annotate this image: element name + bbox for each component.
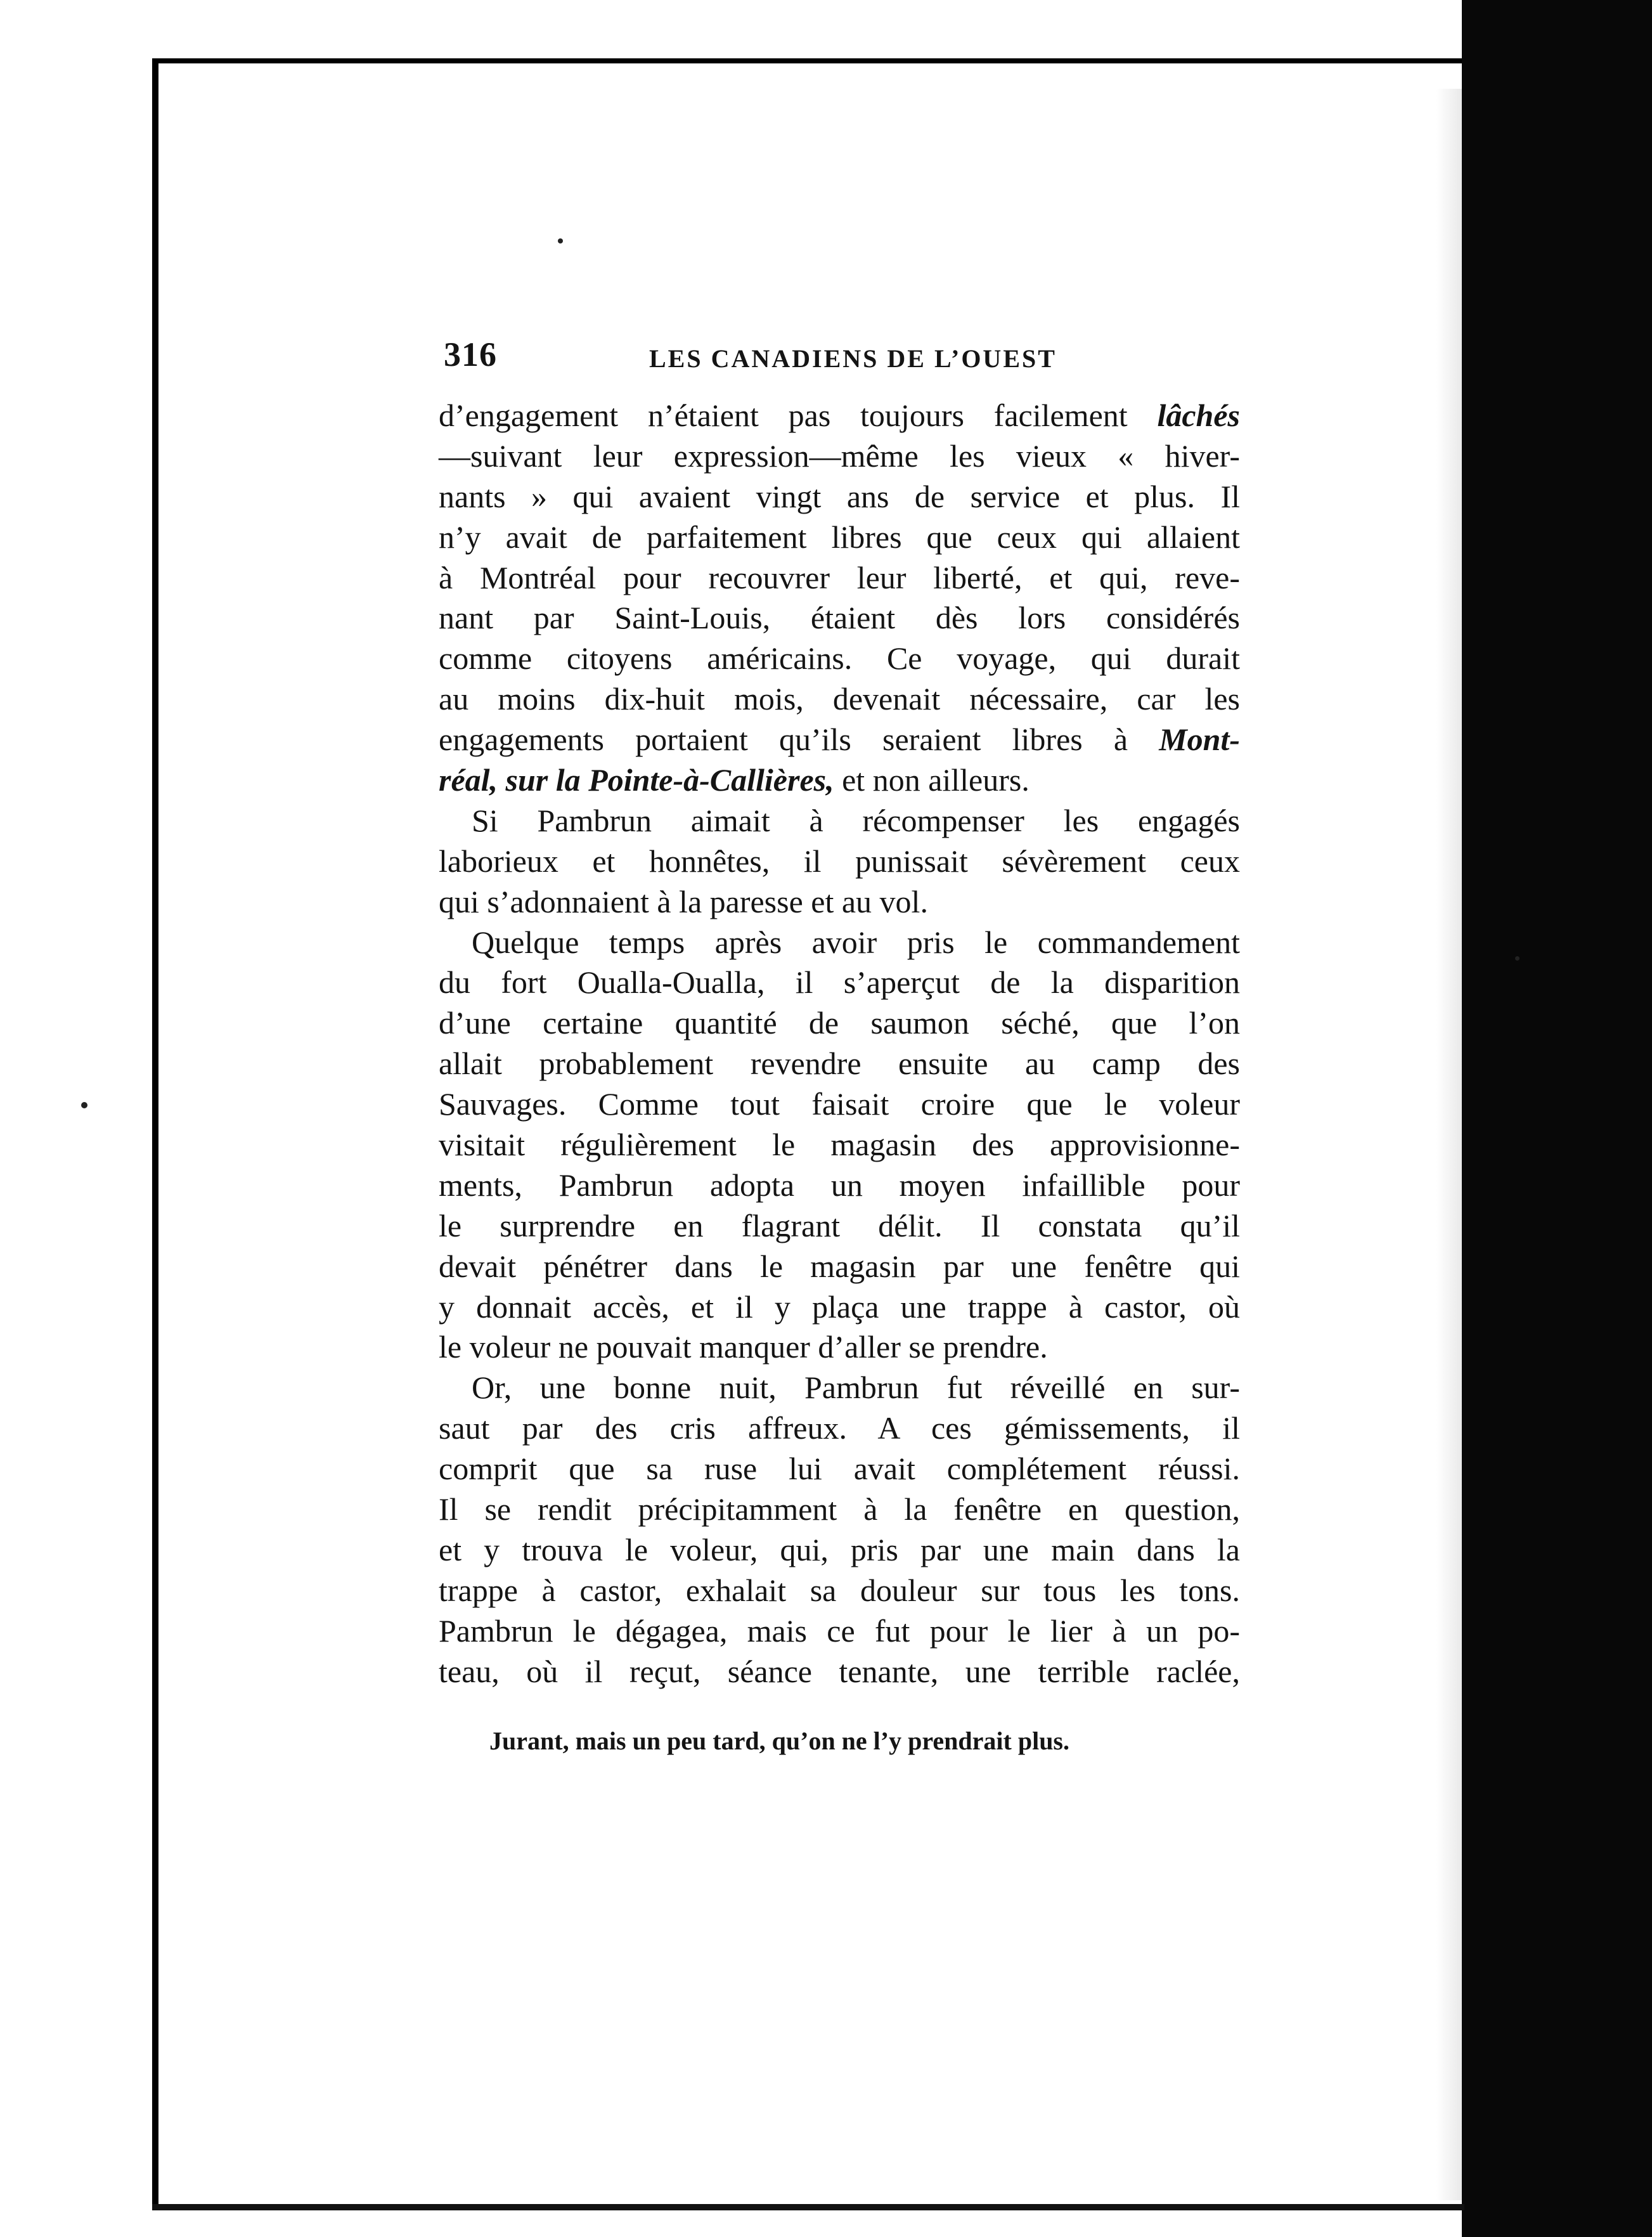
italic-word: lâchés xyxy=(1157,398,1240,433)
text-line: d’une certaine quantité de saumon séché, que l’on xyxy=(439,1005,1240,1041)
text-line: laborieux et honnêtes, il punissait sévèrement ceux xyxy=(439,843,1240,879)
page-bottom-edge xyxy=(152,2204,1464,2210)
text-line: Il se rendit précipitamment à la fenêtre en question, xyxy=(439,1491,1240,1527)
text-line: trappe à castor, exhalait sa douleur sur tous les tons. xyxy=(439,1572,1240,1608)
text-line: comme citoyens américains. Ce voyage, qui durait xyxy=(439,640,1240,677)
text-line: à Montréal pour recouvrer leur liberté, et qui, reve- xyxy=(439,559,1240,595)
text-line: Pambrun le dégagea, mais ce fut pour le lier à un po- xyxy=(439,1612,1240,1649)
scan-left-margin xyxy=(0,57,152,2213)
running-title: LES CANADIENS DE L’OUEST xyxy=(649,344,1057,373)
text-line: —suivant leur expression—même les vieux « hiver- xyxy=(439,438,1240,474)
text-line: le surprendre en flagrant délit. Il constata qu’il xyxy=(439,1207,1240,1243)
text-line: au moins dix-huit mois, devenait nécessaire, car les xyxy=(439,681,1240,717)
text-line: nants » qui avaient vingt ans de service et plus. Il xyxy=(439,478,1240,514)
running-header xyxy=(444,335,1268,386)
text-line: ments, Pambrun adopta un moyen infaillible pour xyxy=(439,1167,1240,1203)
text-line: nant par Saint-Louis, étaient dès lors considérés xyxy=(439,600,1240,636)
italic-word: Mont- xyxy=(1159,722,1240,758)
paragraph xyxy=(439,923,1240,1368)
text-line: d’engagement n’étaient pas toujours facilement lâchés xyxy=(439,398,1240,433)
text-line: allait probablement revendre ensuite au camp des xyxy=(439,1046,1240,1082)
text-line: qui s’adonnaient à la paresse et au vol. xyxy=(439,883,928,919)
text-line: du fort Oualla-Oualla, il s’aperçut de la disparition xyxy=(439,964,1240,1001)
text-line: n’y avait de parfaitement libres que ceux qui allaient xyxy=(439,519,1240,555)
scan-speck xyxy=(558,238,563,243)
text-line: devait pénétrer dans le magasin par une fenêtre qui xyxy=(439,1248,1240,1284)
scan-top-margin xyxy=(0,0,1652,60)
scan-speck xyxy=(81,1102,87,1108)
text-line: y donnait accès, et il y plaça une trappe à castor, où xyxy=(439,1288,1240,1325)
paragraph xyxy=(439,801,1240,923)
text-line: Si Pambrun aimait à récompenser les engagés xyxy=(472,802,1240,838)
italic-phrase: réal, sur la Pointe-à-Callières, xyxy=(439,762,834,798)
text-line: réal, sur la Pointe-à-Callières, et non ailleurs. xyxy=(439,762,1029,798)
scan-right-dark-edge xyxy=(1462,0,1652,2237)
text-line: teau, où il reçut, séance tenante, une terrible raclée, xyxy=(439,1653,1240,1689)
text-line: et y trouva le voleur, qui, pris par une main dans la xyxy=(439,1531,1240,1567)
text-line: Or, une bonne nuit, Pambrun fut réveillé en sur- xyxy=(472,1370,1240,1406)
text-line: visitait régulièrement le magasin des approvisionne- xyxy=(439,1127,1240,1163)
text-line: Quelque temps après avoir pris le commandement xyxy=(472,924,1240,960)
paragraph xyxy=(439,396,1240,801)
page-gutter-shadow xyxy=(1436,89,1462,2200)
footnote: Jurant, mais un peu tard, qu’on ne l’y prendrait plus. xyxy=(489,1727,1069,1755)
text-line: engagements portaient qu’ils seraient libres à Mont- xyxy=(439,722,1240,758)
text-line: comprit que sa ruse lui avait complétement réussi. xyxy=(439,1451,1240,1487)
text-line: le voleur ne pouvait manquer d’aller se prendre. xyxy=(439,1329,1048,1365)
paragraph xyxy=(439,1368,1240,1692)
text-line: saut par des cris affreux. A ces gémissements, il xyxy=(439,1410,1240,1446)
scan-speck xyxy=(1515,956,1520,961)
page-number: 316 xyxy=(444,335,497,373)
body-text xyxy=(439,396,1240,1692)
text-line: Sauvages. Comme tout faisait croire que le voleur xyxy=(439,1086,1240,1122)
